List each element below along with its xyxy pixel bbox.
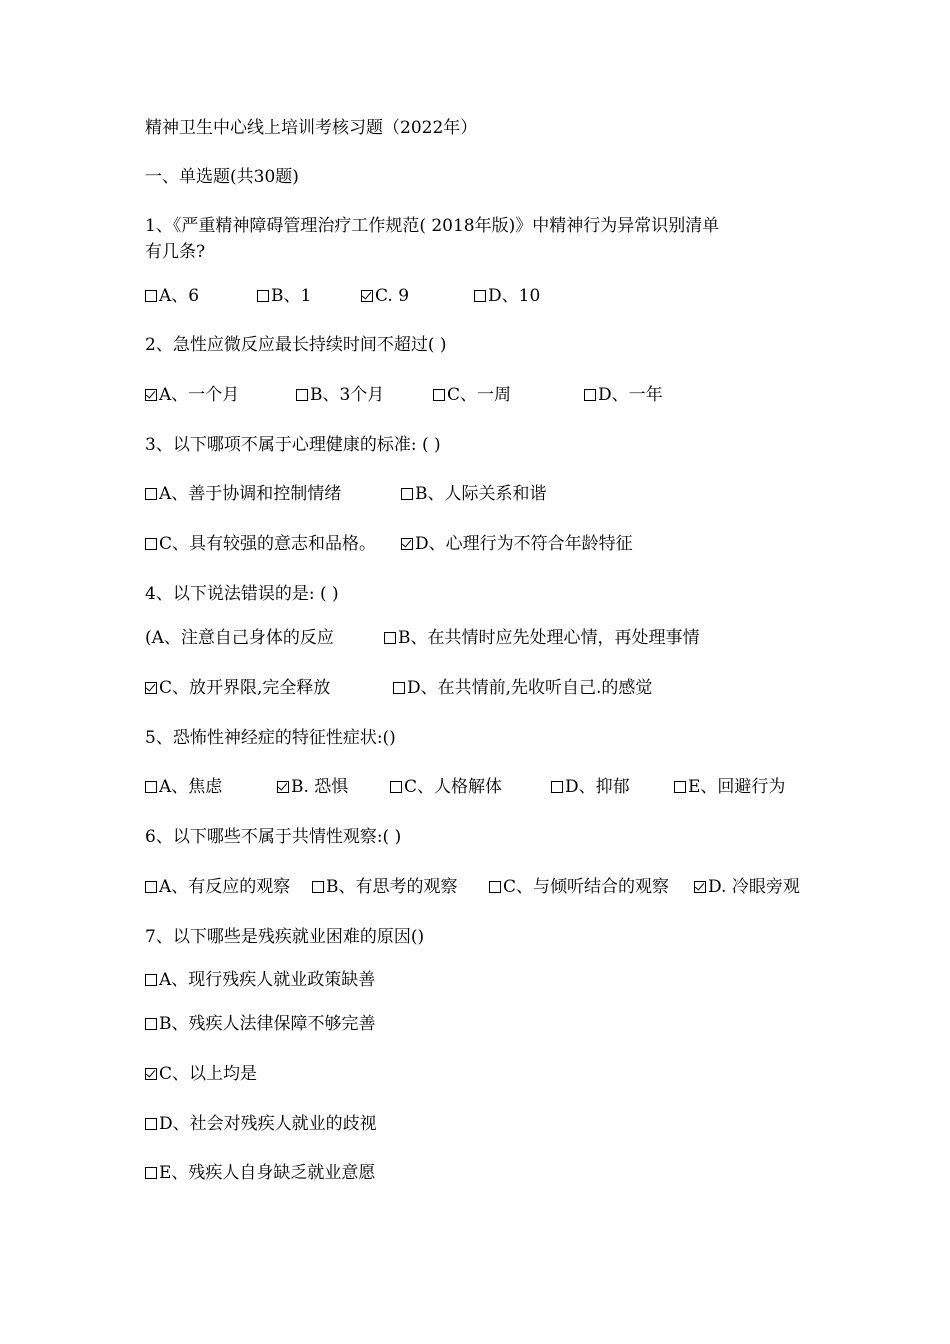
checkbox-icon[interactable] (584, 389, 596, 401)
q4-option-d[interactable]: D、在共情前,先收听自己.的感觉 (393, 676, 652, 700)
checkbox-icon[interactable] (145, 1167, 157, 1179)
q1-option-d[interactable]: D、10 (474, 284, 540, 308)
checkbox-icon[interactable] (384, 632, 396, 644)
checkbox-icon[interactable] (401, 488, 413, 500)
q7-option-e[interactable]: E、残疾人自身缺乏就业意愿 (145, 1161, 375, 1185)
q6-option-d[interactable]: D. 冷眼旁观 (694, 875, 800, 899)
checkbox-icon[interactable] (145, 1118, 157, 1130)
checkbox-icon[interactable] (296, 389, 308, 401)
question-1-text: 1、《严重精神障碍管理治疗工作规范( 2018年版)》中精神行为异常识别清单 (145, 216, 720, 236)
q5-option-c[interactable]: C、人格解体 (390, 775, 502, 799)
q5-option-a[interactable]: A、焦虑 (145, 775, 222, 799)
checked-checkbox-icon[interactable] (401, 538, 413, 550)
q4-option-c[interactable]: C、放开界限,完全释放 (145, 676, 330, 700)
checkbox-icon[interactable] (474, 290, 486, 302)
q5-option-b[interactable]: B. 恐惧 (277, 775, 348, 799)
checkbox-icon[interactable] (489, 881, 501, 893)
q7-option-a[interactable]: A、现行残疾人就业政策缺善 (145, 968, 375, 992)
checkbox-icon[interactable] (145, 290, 157, 302)
question-7-text: 7、以下哪些是残疾就业困难的原因() (145, 927, 425, 947)
q5-option-d[interactable]: D、抑郁 (551, 775, 630, 799)
checked-checkbox-icon[interactable] (361, 290, 373, 302)
checkbox-icon[interactable] (145, 781, 157, 793)
checkbox-icon[interactable] (674, 781, 686, 793)
q5-option-e[interactable]: E、回避行为 (674, 775, 785, 799)
q6-option-b[interactable]: B、有思考的观察 (312, 875, 458, 899)
q1-option-b[interactable]: B、1 (257, 284, 311, 308)
q3-option-b[interactable]: B、人际关系和谐 (401, 482, 547, 506)
checkbox-icon[interactable] (551, 781, 563, 793)
checkbox-icon[interactable] (312, 881, 324, 893)
q1-option-a[interactable]: A、6 (145, 284, 199, 308)
checkbox-icon[interactable] (433, 389, 445, 401)
q7-option-d[interactable]: D、社会对残疾人就业的歧视 (145, 1112, 377, 1136)
q7-option-b[interactable]: B、残疾人法律保障不够完善 (145, 1012, 376, 1036)
checked-checkbox-icon[interactable] (694, 881, 706, 893)
q3-option-d[interactable]: D、心理行为不符合年龄特征 (401, 532, 633, 556)
q2-option-b[interactable]: B、3个月 (296, 383, 384, 407)
page-title: 精神卫生中心线上培训考核习题（2022年） (145, 118, 478, 138)
q3-option-c[interactable]: C、具有较强的意志和品格。 (145, 532, 376, 556)
q6-option-c[interactable]: C、与倾听结合的观察 (489, 875, 669, 899)
question-4-text: 4、以下说法错误的是: ( ) (145, 584, 339, 604)
checkbox-icon[interactable] (145, 974, 157, 986)
checked-checkbox-icon[interactable] (145, 1068, 157, 1080)
checkbox-icon[interactable] (257, 290, 269, 302)
checkbox-icon[interactable] (390, 781, 402, 793)
question-2-text: 2、急性应微反应最长持续时间不超过( ) (145, 335, 447, 355)
checkbox-icon[interactable] (145, 1018, 157, 1030)
section-heading: 一、单选题(共30题) (145, 167, 299, 187)
checked-checkbox-icon[interactable] (145, 682, 157, 694)
checked-checkbox-icon[interactable] (277, 781, 289, 793)
question-1-text-cont: 有几条? (145, 242, 206, 262)
q2-option-a[interactable]: A、一个月 (145, 383, 239, 407)
checkbox-icon[interactable] (393, 682, 405, 694)
checked-checkbox-icon[interactable] (145, 389, 157, 401)
q6-option-a[interactable]: A、有反应的观察 (145, 875, 290, 899)
q7-option-c[interactable]: C、以上均是 (145, 1062, 257, 1086)
checkbox-icon[interactable] (145, 488, 157, 500)
checkbox-icon[interactable] (145, 881, 157, 893)
q3-option-a[interactable]: A、善于协调和控制情绪 (145, 482, 341, 506)
q1-option-c[interactable]: C. 9 (361, 284, 409, 308)
q4-option-b[interactable]: B、在共情时应先处理心情，再处理事情 (384, 626, 700, 650)
q2-option-d[interactable]: D、一年 (584, 383, 663, 407)
question-6-text: 6、以下哪些不属于共情性观察:( ) (145, 827, 402, 847)
q4-option-a[interactable]: (A、注意自己身体的反应 (145, 628, 334, 648)
checkbox-icon[interactable] (145, 538, 157, 550)
question-5-text: 5、恐怖性神经症的特征性症状:() (145, 728, 396, 748)
question-3-text: 3、以下哪项不属于心理健康的标准: ( ) (145, 435, 441, 455)
open-paren: ( (145, 628, 152, 648)
q2-option-c[interactable]: C、一周 (433, 383, 511, 407)
